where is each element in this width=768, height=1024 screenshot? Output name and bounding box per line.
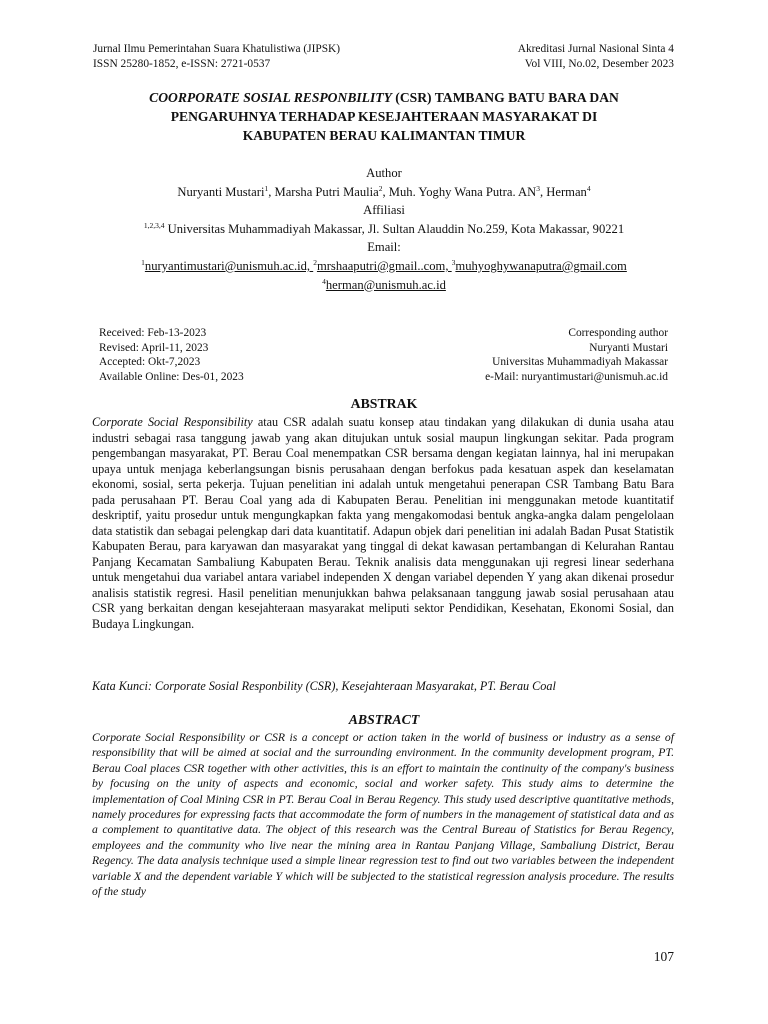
- corresponding-label: Corresponding author: [568, 327, 668, 339]
- affiliation-label: Affiliasi: [363, 203, 405, 218]
- author-4: , Herman: [540, 184, 587, 199]
- journal-name: Jurnal Ilmu Pemerintahan Suara Khatulistiwa (JIPSK): [93, 43, 341, 55]
- date-received: Received: Feb-13-2023: [99, 327, 207, 339]
- corresponding-institution: Universitas Muhammadiyah Makassar: [492, 356, 668, 368]
- author-1: Nuryanti Mustari: [177, 184, 265, 199]
- header-left: [93, 42, 340, 72]
- author-3-sup: 3: [536, 183, 540, 193]
- email-4-sup: 4: [322, 276, 326, 286]
- author-label: Author: [366, 166, 402, 180]
- author-block: [60, 164, 708, 294]
- date-revised: Revised: April-11, 2023: [99, 341, 209, 354]
- author-1-sup: 1: [264, 183, 269, 193]
- page-number: 107: [653, 949, 674, 964]
- affiliation-sup: 1,2,3,4: [143, 220, 165, 230]
- paper-title: [80, 88, 688, 145]
- abstract-heading: ABSTRACT: [348, 712, 420, 727]
- email-2-link[interactable]: mrshaaputri@gmail..com,: [316, 258, 452, 273]
- title-line-1-rest: (CSR) TAMBANG BATU BARA DAN: [391, 90, 619, 105]
- email-2-sup: 2: [313, 257, 317, 267]
- abstrak-body: atau CSR adalah suatu konsep atau tindakan yang dilakukan di dunia usaha atau industri sebagai rasa tanggung jawab yang akan ditujukan untuk sosial maupun lingkungan sekitar. Pada program pengembangan masyarakat, PT. Berau Coal menempatkan CSR bersama dengan kegiatan lainnya, hal ini merupakan upaya untuk menjaga keberlangsungan bisnis perusahaan dengan berfokus pada kesatuan aspek dan keselamatan ekonomi, sosial, serta pekerja. Tujuan penelitian ini adalah untuk mengetahui penerapan CSR Tambang Batu Bara pada perusahaan PT. Berau Coal yang ada di Kabupaten Berau. Penelitian ini menggunakan metode kuantitatif deskriptif, yaitu prosedur untuk mengungkapkan fakta yang mengakomodasi bentuk angka-angka dalam pengelolaan data statistik dan sebagai pelengkap dari data kuantitatif. Adapun objek dari penelitian ini adalah Badan Pusat Statistik Kabupaten Berau, para karyawan dan masyarakat yang tinggal di dekat kawasan pertambangan di Kelurahan Rantau Panjang Kecamatan Sambaliung Kabupaten Berau. Teknik analisis data menggunakan uji regresi linear sederhana untuk mengetahui dua variabel antara variabel independen X dengan variabel dependen Y yang akan dikenai prosedur analisis statistik regresi. Hasil penelitian menunjukkan bahwa pelaksanaan tanggung jawab sosial perusahaan atau CSR yang berkaitan dengan kesejahteraan masyarakat meliputi sektor Pendidikan, Kesehatan, Ekonomi Sosial, dan Budaya Lingkungan.: [92, 415, 674, 631]
- author-2: , Marsha Putri Maulia: [268, 184, 379, 199]
- journal-volume: Vol VIII, No.02, Desember 2023: [524, 58, 674, 70]
- title-italic: COORPORATE SOSIAL RESPONBILITY: [149, 90, 392, 105]
- header-right: [518, 42, 674, 72]
- email-label: Email:: [367, 240, 401, 255]
- author-list: [60, 183, 708, 202]
- email-line-2: [60, 276, 708, 295]
- author-4-sup: 4: [586, 183, 591, 193]
- affiliation-text: Universitas Muhammadiyah Makassar, Jl. Sultan Alauddin No.259, Kota Makassar, 90221: [164, 221, 625, 236]
- corresponding-email: e-Mail: nuryantimustari@unismuh.ac.id: [485, 370, 668, 383]
- title-line-3: KABUPATEN BERAU KALIMANTAN TIMUR: [242, 128, 526, 143]
- article-dates: [99, 326, 244, 384]
- email-3-link[interactable]: muhyoghywanaputra@gmail.com: [455, 258, 627, 273]
- email-4-link[interactable]: herman@unismuh.ac.id: [325, 277, 446, 292]
- email-list: [60, 257, 708, 276]
- title-line-1: [80, 88, 688, 107]
- journal-issn: ISSN 25280-1852, e-ISSN: 2721-0537: [93, 58, 271, 70]
- email-1-sup: 1: [141, 257, 145, 267]
- email-3-sup: 3: [451, 257, 456, 267]
- journal-accreditation: Akreditasi Jurnal Nasional Sinta 4: [517, 43, 674, 55]
- date-online: Available Online: Des-01, 2023: [99, 370, 244, 383]
- abstract-paragraph: Corporate Social Responsibility or CSR is a concept or action taken in the world of business or industry as a sense of responsibility that will be aimed at social and the surrounding environment. In the community development program, PT. Berau Coal places CSR together with other activities, this is an effort to maintain the continuity of the company's business by focusing on the unity of aspects and economic, social and worker safety. This study aims to determine the implementation of Coal Mining CSR in PT. Berau Coal in Berau Regency. This study used descriptive quantitative methods, namely procedures for expressing facts that accommodate the form of numbers in the management of statistical data and as a complement to quantitative data. The object of this research was the Central Bureau of Statistics for Berau Regency, employees and the community who live near the mining area in Rantau Panjang Village, Sambaliung District, Berau Regency. The data analysis technique used a simple linear regression test to find out two variables between the independent variable X and the dependent variable Y which will be subjected to the statistical regression analysis procedure. The results of the study: [92, 731, 674, 899]
- affiliation: [60, 220, 708, 239]
- author-3: , Muh. Yoghy Wana Putra. AN: [382, 184, 537, 199]
- corresponding-author: [485, 326, 668, 384]
- abstrak-paragraph: [92, 415, 674, 632]
- abstrak-lead: Corporate Social Responsibility: [92, 415, 253, 429]
- author-2-sup: 2: [378, 183, 383, 193]
- date-accepted: Accepted: Okt-7,2023: [99, 356, 201, 368]
- abstrak-heading: ABSTRAK: [350, 396, 418, 411]
- keywords: Kata Kunci: Corporate Sosial Responbility (CSR), Kesejahteraan Masyarakat, PT. Berau Coal: [92, 679, 556, 693]
- title-line-2: PENGARUHNYA TERHADAP KESEJAHTERAAN MASYARAKAT DI: [170, 109, 598, 124]
- corresponding-name: Nuryanti Mustari: [589, 341, 668, 354]
- email-1-link[interactable]: nuryantimustari@unismuh.ac.id,: [144, 258, 314, 273]
